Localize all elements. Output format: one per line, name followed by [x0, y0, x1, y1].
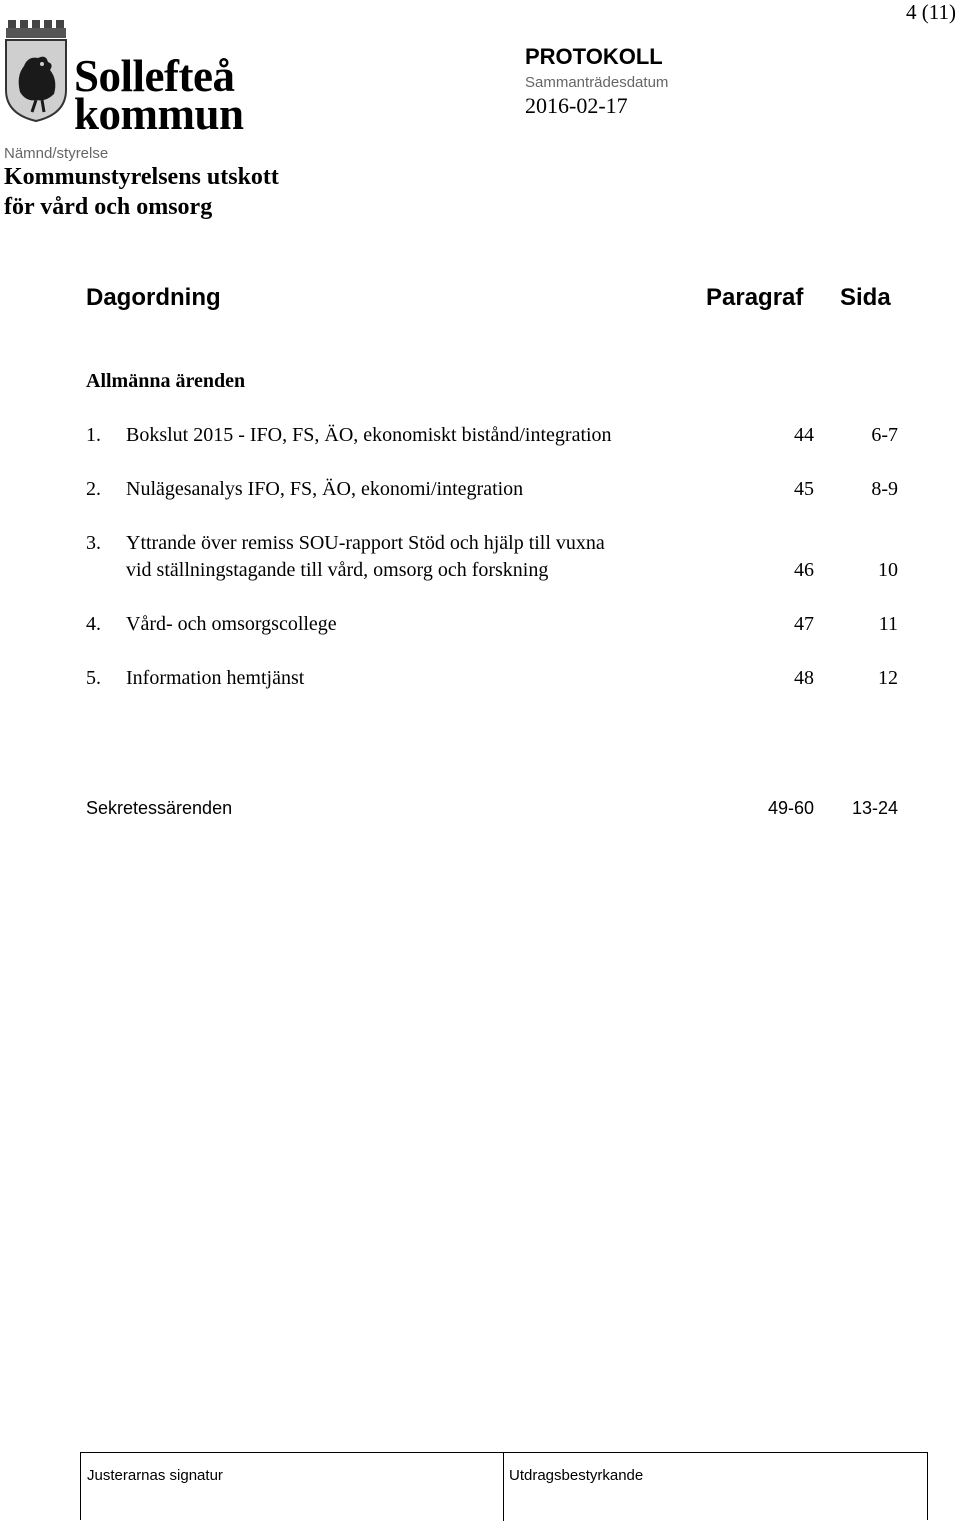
confidential-paragraph-range: 49-60: [767, 798, 814, 818]
agenda-item-paragraph: 48: [794, 667, 814, 689]
confidential-section-label: Sekretessärenden: [86, 798, 233, 818]
agenda-item-number: 2.: [86, 478, 101, 500]
agenda-item-text: Bokslut 2015 - IFO, FS, ÄO, ekonomiskt bistånd/integration: [126, 424, 612, 446]
extract-certification-label: Utdragsbestyrkande: [509, 1467, 644, 1484]
logo-text-line1: Sollefteå: [74, 51, 235, 101]
agenda-item-number: 4.: [86, 613, 101, 635]
adjusters-signature-label: Justerarnas signatur: [87, 1467, 223, 1484]
agenda-item-text: Vård- och omsorgscollege: [126, 613, 337, 635]
agenda-item-paragraph: 47: [794, 613, 814, 635]
meeting-date-label: Sammanträdesdatum: [525, 74, 669, 91]
agenda-item-text-continued: vid ställningstagande till vård, omsorg och forskning: [126, 559, 549, 581]
agenda-item-paragraph: 46: [794, 559, 814, 581]
agenda-title: Dagordning: [86, 284, 221, 311]
footer-divider: [503, 1453, 504, 1521]
meeting-date: 2016-02-17: [525, 93, 628, 118]
board-label: Nämnd/styrelse: [4, 145, 109, 162]
committee-name-line2: för vård och omsorg: [4, 194, 213, 220]
logo-text-line2: kommun: [74, 89, 244, 139]
agenda-item-page: 8-9: [871, 478, 898, 500]
confidential-page-range: 13-24: [851, 798, 898, 818]
page-number: 4 (11): [906, 0, 956, 24]
section-title: Allmänna ärenden: [86, 370, 246, 392]
agenda-item-paragraph: 45: [794, 478, 814, 500]
agenda-item-page: 10: [878, 559, 898, 581]
agenda-item-page: 11: [878, 613, 898, 635]
agenda-item-number: 1.: [86, 424, 101, 446]
signature-footer: [80, 1452, 928, 1520]
agenda-item-number: 5.: [86, 667, 101, 689]
coat-of-arms-icon: [2, 20, 68, 122]
agenda-item-text: Information hemtjänst: [126, 667, 305, 689]
agenda-item-paragraph: 44: [794, 424, 814, 446]
municipality-logo: [2, 20, 272, 139]
document-type: PROTOKOLL: [525, 44, 663, 69]
paragraph-column-header: Paragraf: [706, 284, 804, 311]
committee-name-line1: Kommunstyrelsens utskott: [4, 164, 279, 190]
agenda-item-page: 12: [878, 667, 898, 689]
agenda-item-page: 6-7: [871, 424, 898, 446]
agenda-item-text: Nulägesanalys IFO, FS, ÄO, ekonomi/integration: [126, 478, 524, 500]
agenda-item-number: 3.: [86, 532, 101, 554]
agenda-item-text: Yttrande över remiss SOU-rapport Stöd och hjälp till vuxna: [126, 532, 605, 554]
page-column-header: Sida: [840, 284, 891, 311]
